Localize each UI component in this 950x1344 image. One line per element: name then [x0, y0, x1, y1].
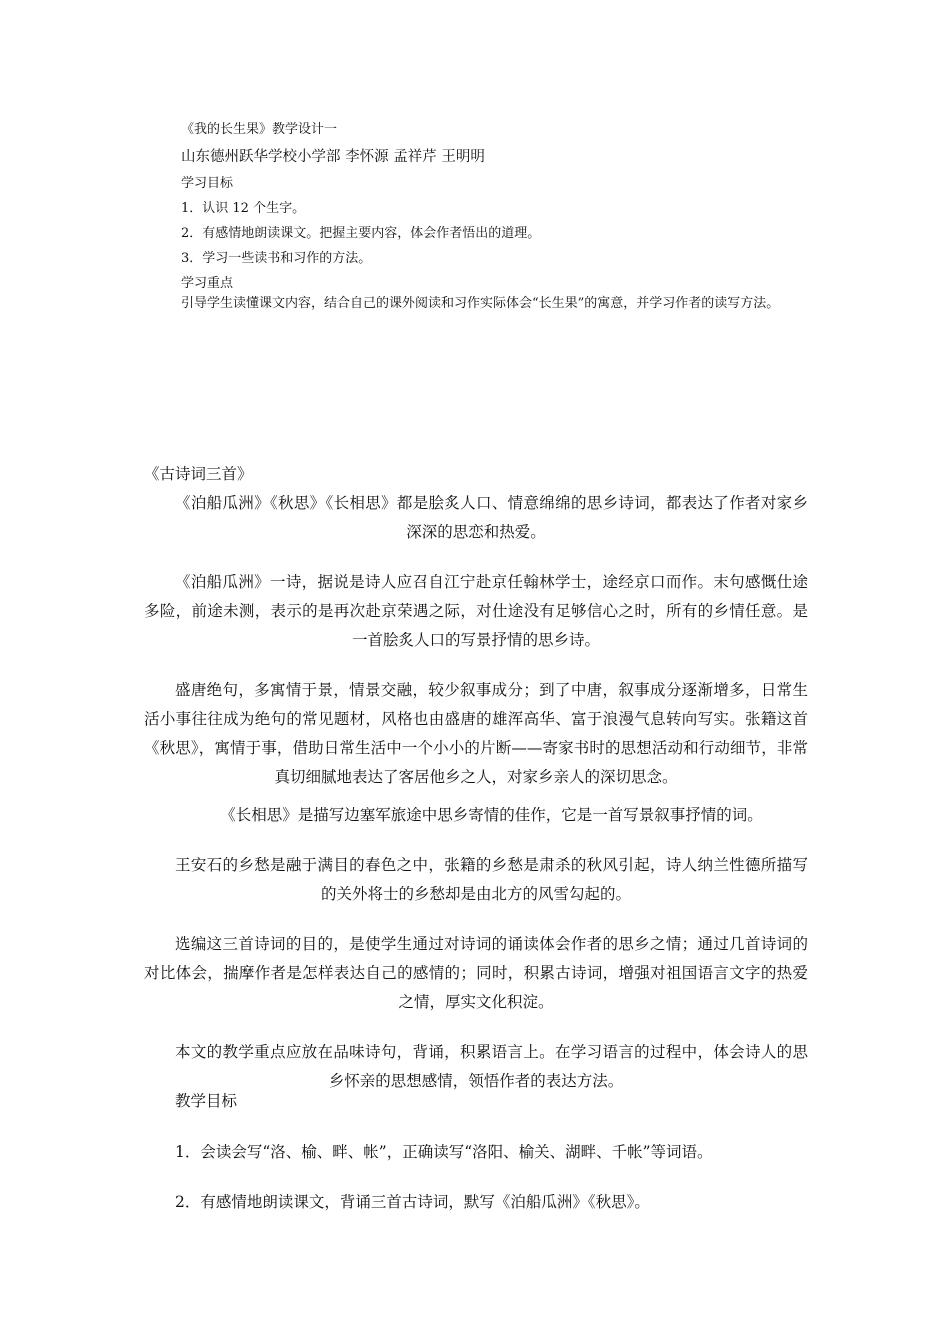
goal-item: 2．有感情地朗读课文，背诵三首古诗词，默写《泊船瓜洲》《秋思》。	[175, 1193, 650, 1211]
poems-title: 《古诗词三首》	[144, 465, 253, 483]
paragraph: 《长相思》是描写边塞军旅途中思乡寄情的佳作，它是一首写景叙事抒情的词。	[220, 806, 763, 824]
goal-item: 1．认识 12 个生字。	[181, 201, 306, 216]
paragraph: 盛唐绝句，多寓情于景，情景交融，较少叙事成分；到了中唐，叙事成分逐渐增多，日常生活小事往往成为绝句的常见题材，风格也由盛唐的雄浑高华、富于浪漫气息转向写实。张籍这首《秋思》，寓情于事，借助日常生活中一个小小的片断——寄家书时的思想活动和行动细节，非常真切细腻地表达了客居他乡之人，对家乡亲人的深切思念。	[144, 681, 808, 786]
goal-item: 2．有感情地朗读课文。把握主要内容，体会作者悟出的道理。	[181, 226, 541, 241]
focus-heading: 学习重点	[181, 276, 234, 291]
paragraph: 本文的教学重点应放在品味诗句，背诵，积累语言上。在学习语言的过程中，体会诗人的思乡怀亲的思想感情，领悟作者的表达方法。	[175, 1043, 808, 1090]
paragraph: 王安石的乡愁是融于满目的春色之中，张籍的乡愁是肃杀的秋风引起，诗人纳兰性德所描写的关外将士的乡愁却是由北方的风雪勾起的。	[175, 856, 808, 903]
focus-paragraph: 引导学生读懂课文内容，结合自己的课外阅读和习作实际体会“长生果”的寓意，并学习作者的读写方法。	[181, 296, 780, 311]
goals-heading: 教学目标	[175, 1092, 238, 1110]
paragraph: 《泊船瓜洲》一诗，据说是诗人应召自江宁赴京任翰林学士，途经京口而作。末句感慨仕途多险，前途未测，表示的是再次赴京荣遇之际，对仕途没有足够信心之时，所有的乡情任意。是一首脍炙人口的写景抒情的思乡诗。	[144, 573, 808, 649]
lesson-title: 《我的长生果》教学设计一	[181, 122, 338, 137]
paragraph: 选编这三首诗词的目的，是使学生通过对诗词的诵读体会作者的思乡之情；通过几首诗词的对比体会，揣摩作者是怎样表达自己的感情的；同时，积累古诗词，增强对祖国语言文字的热爱之情，厚实文化积淀。	[144, 935, 808, 1011]
goal-item: 1．会读会写“洛、榆、畔、帐”，正确读写“洛阳、榆关、湖畔、千帐”等词语。	[175, 1143, 713, 1161]
goal-item: 3．学习一些读书和习作的方法。	[181, 251, 372, 266]
goals-heading: 学习目标	[181, 176, 234, 191]
paragraph: 《泊船瓜洲》《秋思》《长相思》都是脍炙人口、情意绵绵的思乡诗词，都表达了作者对家乡深深的思恋和热爱。	[175, 494, 808, 541]
author-line: 山东德州跃华学校小学部 李怀源 孟祥芹 王明明	[181, 149, 485, 165]
